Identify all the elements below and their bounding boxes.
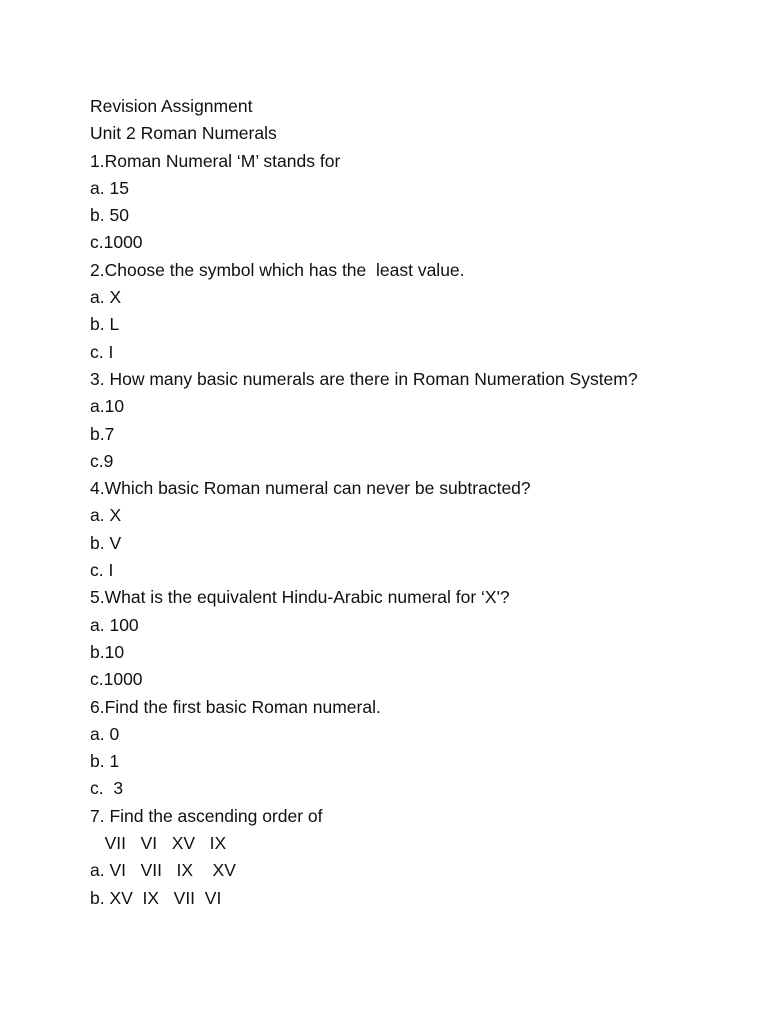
question-3: 3. How many basic numerals are there in Roman Numeration System? [90,368,638,389]
question-7: 7. Find the ascending order of [90,805,323,826]
question-1-option-b: b. 50 [90,205,129,226]
document-subtitle: Unit 2 Roman Numerals [90,123,277,144]
question-5-option-a: a. 100 [90,614,139,635]
document-body [90,93,730,912]
question-4: 4.Which basic Roman numeral can never be subtracted? [90,478,531,499]
question-2-option-c: c. I [90,341,114,362]
question-6-option-b: b. 1 [90,751,120,772]
question-2-option-b: b. L [90,314,120,335]
question-5: 5.What is the equivalent Hindu-Arabic numeral for ‘X'? [90,587,510,608]
question-3-option-c: c.9 [90,450,114,471]
question-6: 6.Find the first basic Roman numeral. [90,696,381,717]
question-6-option-c: c. 3 [90,778,124,799]
document-title: Revision Assignment [90,96,253,116]
question-5-option-b: b.10 [90,641,125,662]
question-5-option-c: c.1000 [90,669,143,690]
question-2: 2.Choose the symbol which has the least value. [90,259,465,280]
question-4-option-a: a. X [90,505,122,526]
question-4-option-b: b. V [90,532,122,553]
question-3-option-a: a.10 [90,396,125,417]
question-6-option-a: a. 0 [90,723,120,744]
question-7-prompt: VII VI XV IX [90,833,227,854]
question-2-option-a: a. X [90,287,122,308]
question-7-option-b: b. XV IX VII VI [90,887,222,908]
question-1-option-a: a. 15 [90,177,129,198]
question-7-option-a: a. VI VII IX XV [90,860,236,881]
question-1-option-c: c.1000 [90,232,143,253]
question-3-option-b: b.7 [90,423,115,444]
question-1: 1.Roman Numeral ‘M’ stands for [90,150,341,171]
question-4-option-c: c. I [90,560,114,581]
